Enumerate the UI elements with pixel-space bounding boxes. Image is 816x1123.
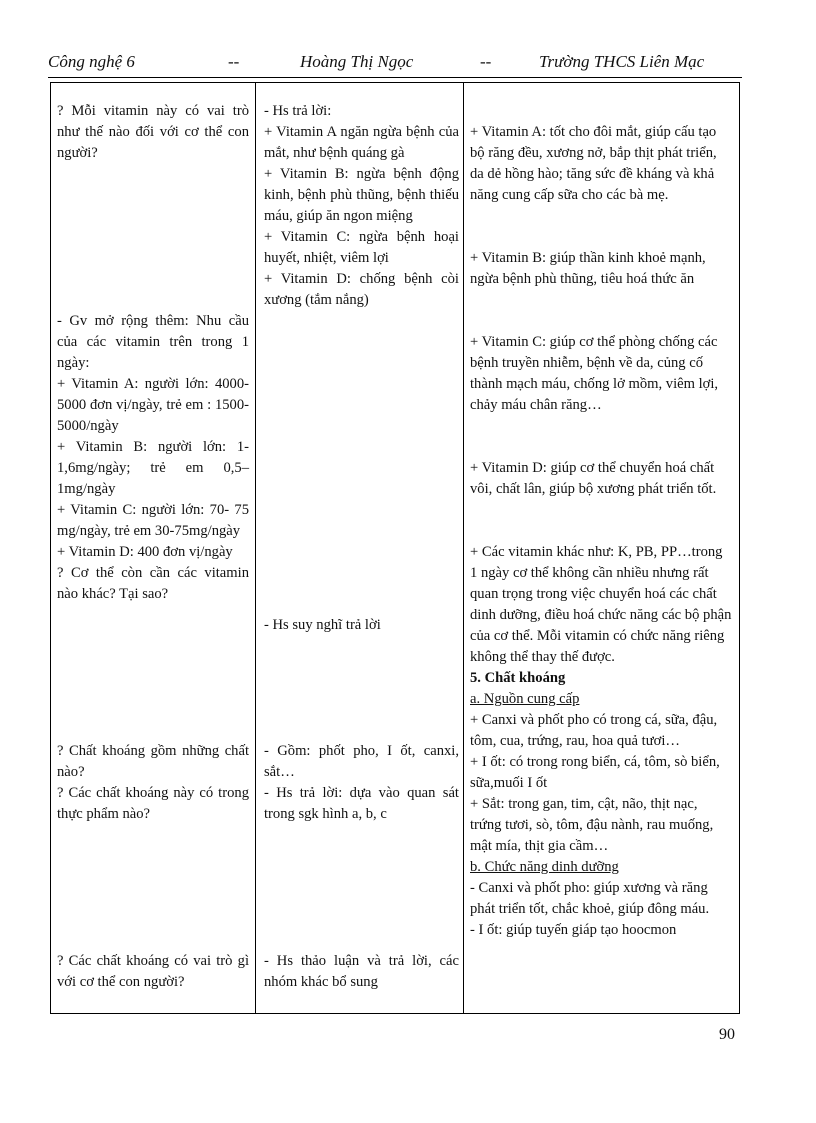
subheading-sources: a. Nguồn cung cấp bbox=[470, 691, 580, 707]
content-calcium-phosphorus-function: - Canxi và phốt pho: giúp xương và răng phát triển tốt, chắc khoẻ, giúp đông máu. bbox=[470, 880, 710, 917]
content-iron: + Sắt: trong gan, tim, cật, não, thịt nạc, trứng tươi, sò, tôm, đậu nành, rau muống, mật mía, thịt gia cầm… bbox=[470, 796, 714, 854]
content-calcium-phosphorus: + Canxi và phốt pho có trong cá, sữa, đậu, tôm, cua, trứng, rau, hoa quả tươi… bbox=[470, 712, 718, 749]
header-teacher: Hoàng Thị Ngọc bbox=[300, 52, 414, 71]
content-vitamin-a: + Vitamin A: tốt cho đôi mắt, giúp cấu tạo bộ răng đều, xương nở, bắp thịt phát triển, da dẻ hồng hào; tăng sức đề kháng và khả năng cung cấp sữa cho các bà mẹ. bbox=[470, 124, 717, 203]
header-separator: -- bbox=[480, 52, 492, 71]
student-discuss: - Hs thảo luận và trả lời, các nhóm khác bổ sung bbox=[264, 953, 459, 990]
student-think: - Hs suy nghĩ trả lời bbox=[264, 617, 381, 633]
question-mineral-role: ? Các chất khoáng có vai trò gì với cơ thể con người? bbox=[57, 953, 249, 990]
header-rule bbox=[48, 77, 742, 78]
column-divider bbox=[463, 83, 464, 1013]
need-vitamin-d: + Vitamin D: 400 đơn vị/ngày bbox=[57, 544, 233, 560]
answer-observe: - Hs trả lời: dựa vào quan sát trong sgk hình a, b, c bbox=[264, 785, 459, 822]
teacher-expand: - Gv mở rộng thêm: Nhu cầu của các vitamin trên trong 1 ngày: bbox=[57, 313, 249, 371]
header-subject: Công nghệ 6 bbox=[48, 52, 135, 71]
need-vitamin-b: + Vitamin B: người lớn: 1-1,6mg/ngày; trẻ em 0,5–1mg/ngày bbox=[57, 439, 249, 497]
header-separator: -- bbox=[228, 52, 240, 71]
content-vitamin-d: + Vitamin D: giúp cơ thể chuyển hoá chất vôi, chất lân, giúp bộ xương phát triển tốt. bbox=[470, 460, 717, 497]
need-vitamin-a: + Vitamin A: người lớn: 4000-5000 đơn vị/ngày, trẻ em : 1500- 5000/ngày bbox=[57, 376, 249, 434]
answer-vitamin-b: + Vitamin B: ngừa bệnh động kinh, bệnh phù thũng, bệnh thiếu máu, giúp ăn ngon miệng bbox=[264, 166, 459, 224]
question-other-vitamins: ? Cơ thể còn cần các vitamin nào khác? Tại sao? bbox=[57, 565, 249, 602]
subheading-nutrition-function: b. Chức năng dinh dưỡng bbox=[470, 859, 619, 875]
content-vitamin-c: + Vitamin C: giúp cơ thể phòng chống các bệnh truyền nhiễm, bệnh về da, củng cố thành mạch máu, chống lở mồm, viêm lợi, chảy máu chân răng… bbox=[470, 334, 719, 413]
answer-vitamin-a: + Vitamin A ngăn ngừa bệnh của mắt, như bệnh quáng gà bbox=[264, 124, 459, 161]
question-vitamin-role: ? Mỗi vitamin này có vai trò như thế nào đối với cơ thể con người? bbox=[57, 103, 249, 161]
student-answer-intro: - Hs trả lời: bbox=[264, 103, 332, 119]
lesson-table bbox=[50, 82, 740, 1014]
content-other-vitamins: + Các vitamin khác như: K, PB, PP…trong 1 ngày cơ thể không cần nhiều nhưng rất quan trọng trong việc chuyển hoá các chất dinh dưỡng, điều hoá chức năng các bộ phận của cơ thể. Mỗi vitamin có chức năng riêng không thể thay thế được. bbox=[470, 544, 732, 665]
answer-vitamin-d: + Vitamin D: chống bệnh còi xương (tắm nắng) bbox=[264, 271, 459, 308]
section-heading-minerals: 5. Chất khoáng bbox=[470, 670, 566, 686]
question-minerals: ? Chất khoáng gồm những chất nào? bbox=[57, 743, 249, 780]
answer-vitamin-c: + Vitamin C: ngừa bệnh hoại huyết, nhiệt, viêm lợi bbox=[264, 229, 459, 266]
header-school: Trường THCS Liên Mạc bbox=[539, 52, 705, 71]
content-vitamin-b: + Vitamin B: giúp thần kinh khoẻ mạnh, ngừa bệnh phù thũng, tiêu hoá thức ăn bbox=[470, 250, 706, 287]
page-number: 90 bbox=[719, 1026, 735, 1043]
content-iodine-function: - I ốt: giúp tuyến giáp tạo hoocmon bbox=[470, 922, 677, 938]
content-iodine: + I ốt: có trong rong biển, cá, tôm, sò biển, sữa,muối I ốt bbox=[470, 754, 720, 791]
column-divider bbox=[255, 83, 256, 1013]
question-mineral-foods: ? Các chất khoáng này có trong thực phẩm nào? bbox=[57, 785, 249, 822]
need-vitamin-c: + Vitamin C: người lớn: 70- 75 mg/ngày, trẻ em 30-75mg/ngày bbox=[57, 502, 249, 539]
answer-minerals: - Gồm: phốt pho, I ốt, canxi, sắt… bbox=[264, 743, 459, 780]
page-header bbox=[48, 52, 742, 78]
